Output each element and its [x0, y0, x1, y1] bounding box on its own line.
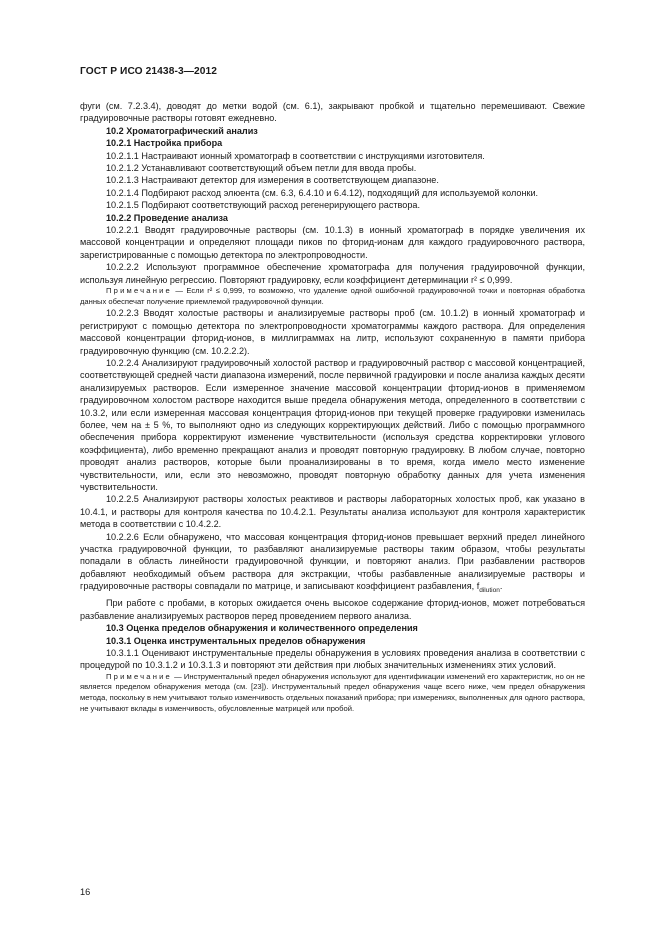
paragraph-10-2-2-6-end: . [499, 581, 503, 592]
subsection-heading-10-3-1: 10.3.1 Оценка инструментальных пределов обнаружения [106, 635, 366, 646]
paragraph-10-2-2-4: 10.2.2.4 Анализируют градуировочный холостой раствор и градуировочный раствор с массовой концентрацией, соответствующей средней части диапазона измерений, после первичной градуировки и после анализа каждых десяти анализируемых растворов. Если измеренное значение массовой концентрации фторид-ионов в применяемом градуировочном холостом растворе находится выше предела обнаружения метода, определенного в соответствии с 10.3.2, или если измеренная массовая концентрация фторид-ионов при текущей проверке градуировки изменилась более, чем на ± 5 %, то выполняют одно из следующих корректирующих действий. Либо с помощью программного обеспечения прибора корректируют изменение чувствительности (используя средства корректировки углового коэффициента), либо временно прекращают анализ и проводят повторную градуировку. В любом случае, повторно проводят анализ растворов, которые были проанализированы в то время, когда имело место изменение чувствительности, или, если это невозможно, проводят повторную обработку данных для учета изменения чувствительности. [80, 357, 585, 492]
paragraph-10-2-1-2: 10.2.1.2 Устанавливают соответствующий объем петли для ввода пробы. [106, 163, 417, 174]
paragraph-high-concentration: При работе с пробами, в которых ожидается очень высокое содержание фторид-ионов, может потребоваться разбавление анализируемых растворов перед проведением первого анализа. [80, 598, 585, 621]
paragraph-10-2-1-1: 10.2.1.1 Настраивают ионный хроматограф в соответствии с инструкциями изготовителя. [106, 150, 485, 161]
section-heading-10-2: 10.2 Хроматографический анализ [106, 125, 258, 136]
dilution-subscript: dilution [479, 587, 500, 595]
paragraph-intro: фуги (см. 7.2.3.4), доводят до метки водой (см. 6.1), закрывают пробкой и тщательно перемешивают. Свежие градуировочные растворы готовят ежедневно. [80, 101, 585, 124]
note-text: — Инструментальный предел обнаружения используют для идентификации изменений его характеристик, но он не является пределом обнаружения метода (см. [23]). Инструментальный предел обнаружения чаще всего ниже, чем предел обнаружения метода, поскольку в нем учитывают только изменчивость отдельных показаний прибора; при измерениях, выполненных для одного раствора, не учитывают вклады в изменчивость, обусловленные матрицей или пробой. [80, 671, 585, 713]
note-label: Примечание [106, 286, 172, 296]
document-header: ГОСТ Р ИСО 21438-3—2012 [80, 66, 218, 77]
paragraph-10-2-1-3: 10.2.1.3 Настраивают детектор для измерения в соответствующем диапазоне. [106, 175, 439, 186]
note-1 [80, 286, 585, 307]
paragraph-10-2-1-5: 10.2.1.5 Подбирают соответствующий расход регенерирующего раствора. [106, 200, 420, 211]
section-heading-10-3: 10.3 Оценка пределов обнаружения и количественного определения [106, 623, 418, 634]
note-label: Примечание [106, 671, 172, 681]
paragraph-10-2-2-3: 10.2.2.3 Вводят холостые растворы и анализируемые растворы проб (см. 10.1.2) в ионный хроматограф и регистрируют с помощью детектора по электропроводности хроматограммы каждого раствора. Для определения массовой концентрации фторид-ионов, в миллиграммах на литр, используют сохраненную в памяти прибора градуировочную функцию (см. 10.2.2.2). [80, 308, 585, 356]
paragraph-10-3-1-1: 10.3.1.1 Оценивают инструментальные пределы обнаружения в условиях проведения анализа в соответствии с процедурой по 10.3.1.2 и 10.3.1.3 и повторяют эти действия при любых значительных изменениях этих условий. [80, 648, 585, 671]
note-text: — Если r² ≤ 0,999, то возможно, что удаление одной ошибочной градуировочной точки и повторная обработка данных обеспечат получение приемлемой градуировочной функции. [80, 286, 585, 306]
subsection-heading-10-2-1: 10.2.1 Настройка прибора [106, 138, 223, 149]
subsection-heading-10-2-2: 10.2.2 Проведение анализа [106, 212, 228, 223]
document-body [80, 100, 585, 714]
page-number: 16 [80, 887, 91, 897]
note-2 [80, 672, 585, 714]
paragraph-10-2-1-4: 10.2.1.4 Подбирают расход элюента (см. 6.3, 6.4.10 и 6.4.12), подходящий для используемой колонки. [106, 187, 539, 198]
paragraph-10-2-2-5: 10.2.2.5 Анализируют растворы холостых реактивов и растворы лабораторных холостых проб, как указано в 10.4.1, и растворы для контроля качества по 10.4.2.1. Результаты анализа используют для контроля характеристик метода в соответствии с 10.4.2.2. [80, 494, 585, 530]
paragraph-10-2-2-1: 10.2.2.1 Вводят градуировочные растворы (см. 10.1.3) в ионный хроматограф в порядке увеличения их массовой концентрации и определяют площади пиков по фторид-ионам для каждого градуировочного раствора, зарегистрированные с помощью детектора по электропроводности. [80, 225, 585, 260]
paragraph-10-2-2-6-text: 10.2.2.6 Если обнаружено, что массовая концентрация фторид-ионов превышает верхний предел линейного участка градуировочной функции, то разбавляют анализируемые растворы таким образом, чтобы результаты попадали в область линейности градуировочной функции, и повторяют анализ. При разбавлении растворов добавляют необходимый объем раствора для экстракции, чтобы разбавленные анализируемые растворы и градуировочные растворы совпадали по матрице, и записывают коэффициент разбавления, f [80, 531, 585, 592]
paragraph-10-2-2-2: 10.2.2.2 Используют программное обеспечение хроматографа для получения градуировочной функции, используя линейную регрессию. Повторяют градуировку, если коэффициент детерминации r² ≤ 0,999. [80, 262, 585, 285]
paragraph-10-2-2-6 [80, 531, 585, 598]
